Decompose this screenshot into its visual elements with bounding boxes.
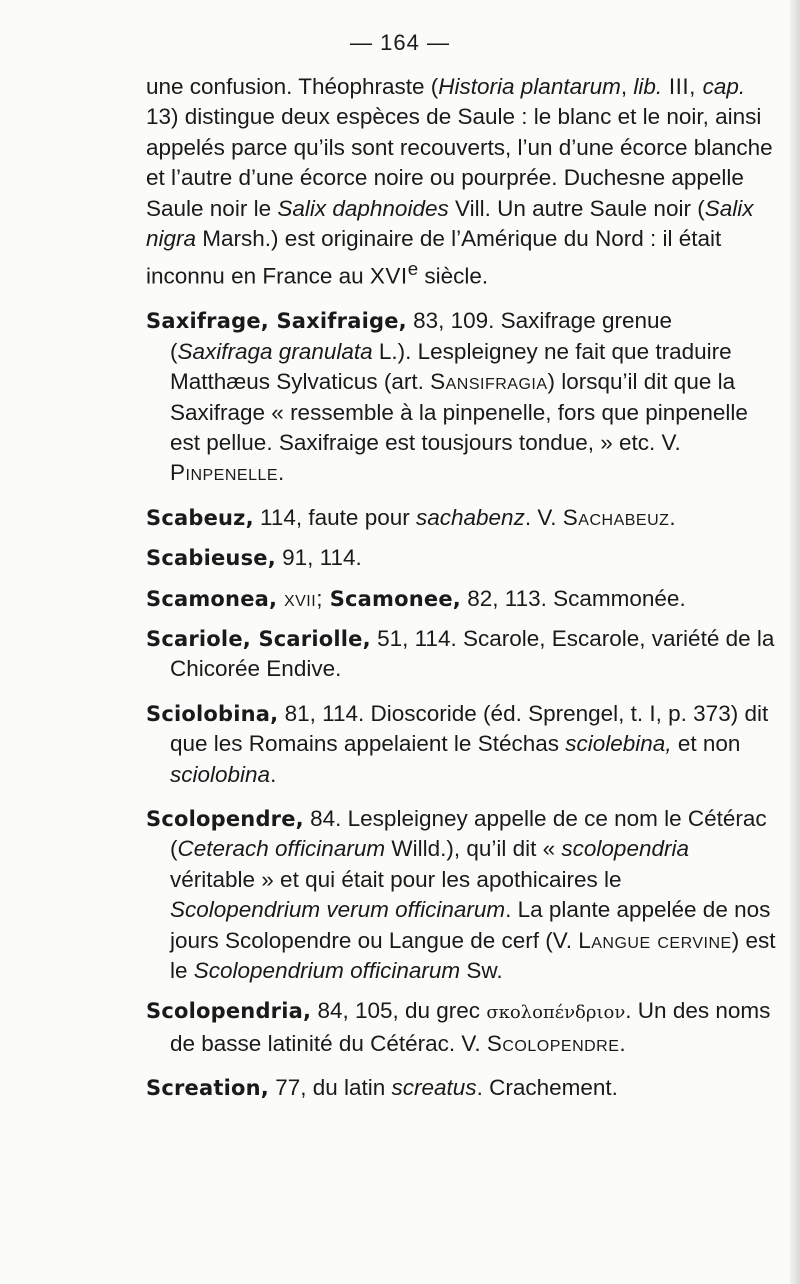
opening-paragraph: une confusion. Théophraste (Historia plantarum, lib. III, cap. 13) distingue deux espèces de Saule : le blanc et le noir, ainsi appelés parce qu’ils sont recouverts, l’un d’une écorce blanche et l’autre d’une écorce noire ou pourprée. Duchesne appelle Saule noir le Salix daphnoides Vill. Un autre Saule noir (Salix nigra Marsh.) est originaire de l’Amérique du Nord : il était inconnu en France au XVIe siècle. — [146, 74, 773, 289]
greek-word: σκολοπένδριον — [486, 1002, 626, 1024]
headword: Saxifrage, Saxifraige, — [146, 309, 407, 334]
headword: Scamonee, — [329, 586, 461, 611]
headword: Scariole, Scariolle, — [146, 627, 371, 651]
entry-saxifrage: Saxifrage, Saxifraige, 83, 109. Saxifrage grenue (Saxifraga granulata L.). Lespleigney ne fait que traduire Matthæus Sylvaticus (art. Sansifragia) lorsqu’il dit que la Saxifrage « ressemble à la pinpenelle, fors que pinpenelle est pellue. Saxifraige est tousjours tondue, » etc. V. Pinpenelle. — [146, 308, 748, 486]
headword: Sciolobina, — [146, 701, 279, 726]
headword: Scolopendria, — [146, 999, 312, 1024]
entry-scolopendre: Scolopendre, 84. Lespleigney appelle de ce nom le Cétérac (Ceterach officinarum Willd.), qu’il dit « scolopendria véritable » et qui était pour les apothicaires le Scolopendrium verum officinarum. La plante appelée de nos jours Scolopendre ou Langue de cerf (V. Langue cervine) est le Scolopendrium officinarum Sw. — [146, 806, 776, 984]
entry-scabeuz: Scabeuz, 114, faute pour sachabenz. V. Sachabeuz. — [146, 504, 676, 530]
headword: Scamonea, — [146, 586, 278, 611]
entry-screation: Screation, 77, du latin screatus. Crachement. — [146, 1075, 618, 1101]
headword: Screation, — [146, 1076, 269, 1101]
page-edge — [790, 0, 800, 1284]
entry-scariole: Scariole, Scariolle, 51, 114. Scarole, Escarole, variété de la Chicorée Endive. — [146, 626, 775, 682]
entry-scamonea: Scamonea, xvii; Scamonee, 82, 113. Scammonée. — [146, 585, 686, 611]
page-body — [146, 72, 776, 1104]
entry-sciolobina: Sciolobina, 81, 114. Dioscoride (éd. Sprengel, t. I, p. 373) dit que les Romains appelaient le Stéchas sciolebina, et non sciolobina. — [146, 700, 769, 787]
headword: Scabeuz, — [146, 505, 254, 530]
entry-scabieuse: Scabieuse, 91, 114. — [146, 545, 362, 571]
headword: Scolopendre, — [146, 807, 304, 832]
entry-scolopendria: Scolopendria, 84, 105, du grec σκολοπένδριον. Un des noms de basse latinité du Cétérac. V. Scolopendre. — [146, 998, 771, 1056]
page-number: — 164 — — [350, 30, 450, 55]
headword: Scabieuse, — [146, 546, 276, 571]
